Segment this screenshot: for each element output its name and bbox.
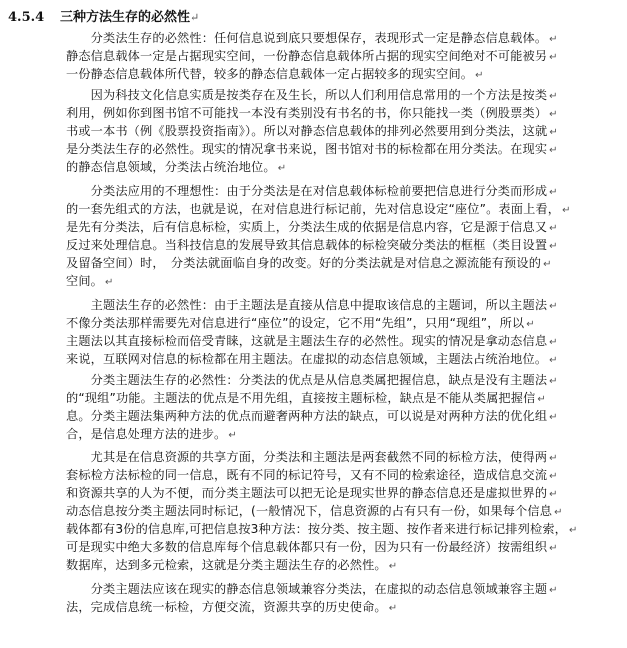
paragraph-mark-icon: ↵	[549, 376, 558, 387]
paragraph-mark-icon: ↵	[549, 471, 558, 482]
paragraph-mark-icon: ↵	[190, 11, 200, 24]
text-line: 一份静态信息载体所代替，较多的静态信息载体一定占据较多的现实空间。 ↵	[66, 67, 484, 81]
text-line: 载体都有3份的信息库,可把信息按3种方法：按分类、按主题、按作者来进行标记排列检索， ↵	[66, 522, 578, 536]
paragraph-mark-icon: ↵	[549, 337, 558, 348]
paragraph-mark-icon: ↵	[549, 585, 558, 596]
paragraph-mark-icon: ↵	[526, 319, 535, 330]
paragraph-mark-icon: ↵	[537, 394, 546, 405]
text-line: 静态信息载体一定是占据现实空间，一份静态信息载体所占据的现实空间绝对不可能被另 ↵	[66, 49, 558, 63]
paragraph-mark-icon: ↵	[549, 223, 558, 234]
text-line: 利用，例如你到图书馆不可能找一本没有类别没有书名的书，你只能找一类（例股票类） ↵	[66, 106, 558, 120]
text-line: 主题法以其直接标检而倍受青睐，这就是主题法生存的必然性。现实的情况是拿动态信息 ↵	[66, 334, 558, 348]
text-line: 不像分类法那样需要先对信息进行“座位”的设定，它不用“先组”，只用“现组”，所以 ↵	[66, 316, 535, 330]
paragraph-mark-icon: ↵	[549, 301, 558, 312]
text-line: 和资源共享的人为不便，而分类主题法可以把无论是现实世界的静态信息还是虚拟世界的 ↵	[66, 486, 558, 500]
paragraph-mark-icon: ↵	[549, 145, 558, 156]
section-title: 三种方法生存的必然性	[60, 10, 191, 25]
text-line: 合，是信息处理方法的进步。 ↵	[66, 427, 237, 441]
paragraph-mark-icon: ↵	[549, 109, 558, 120]
paragraph-mark-icon: ↵	[549, 127, 558, 138]
text-line: 分类法生存的必然性：任何信息说到底只要想保存，表现形式一定是静态信息载体。 ↵	[66, 31, 558, 45]
text-line: 尤其是在信息资源的共享方面，分类法和主题法是两套截然不同的标检方法，使得两 ↵	[66, 450, 558, 464]
paragraph-mark-icon: ↵	[549, 412, 558, 423]
text-line: 反过来处理信息。当科技信息的发展导致其信息载体的标检突破分类法的框框（类目设置 ↵	[66, 238, 558, 252]
text-line: 书或一本书（例《股票投资指南》）。所以对静态信息载体的排列必然要用到分类法，这就 ↵	[66, 124, 558, 138]
paragraph-mark-icon: ↵	[549, 34, 558, 45]
text-line: 及留备空间）时， 分类法就面临自身的改变。好的分类法就是对信息之源流能有预设的 ↵	[66, 256, 552, 270]
text-line: 息。分类主题法集两种方法的优点而避奢两种方法的缺点，可以说是对两种方法的优化组 ↵	[66, 409, 558, 423]
text-line: 的一套先组式的方法，也就是说，在对信息进行标记前，先对信息设定“座位”。表面上看， ↵	[66, 202, 571, 216]
paragraph-mark-icon: ↵	[554, 507, 563, 518]
paragraph-mark-icon: ↵	[549, 241, 558, 252]
text-line: 是先有分类法，后有信息标检，实质上，分类法生成的依据是信息内容，它是源于信息又 ↵	[66, 220, 558, 234]
text-line: 数据库，达到多元检索，这就是分类主题法生存的必然性。 ↵	[66, 558, 398, 572]
text-line: 分类主题法应该在现实的静态信息领域兼容分类法，在虚拟的动态信息领域兼容主题 ↵	[66, 582, 558, 596]
text-line: 来说，互联网对信息的标检都在用主题法。在虚拟的动态信息领域，主题法占统治地位。 ↵	[66, 352, 558, 366]
text-line: 因为科技文化信息实质是按类存在及生长，所以人们利用信息常用的一个方法是按类 ↵	[66, 88, 558, 102]
paragraph-mark-icon: ↵	[475, 70, 484, 81]
text-line: 分类主题法生存的必然性：分类法的优点是从信息类属把握信息，缺点是没有主题法 ↵	[66, 373, 558, 387]
paragraph-mark-icon: ↵	[549, 355, 558, 366]
paragraph-mark-icon: ↵	[388, 561, 398, 572]
paragraph-mark-icon: ↵	[105, 277, 114, 288]
paragraph-mark-icon: ↵	[549, 543, 558, 554]
paragraph-mark-icon: ↵	[277, 163, 287, 174]
paragraph-mark-icon: ↵	[543, 259, 552, 270]
section-heading	[8, 9, 199, 27]
paragraph-mark-icon: ↵	[549, 489, 558, 500]
text-line: 套标检方法标检的同一信息，既有不同的标记符号，又有不同的检索途径，造成信息交流 ↵	[66, 468, 558, 482]
text-line: 的“现组”功能。主题法的优点是不用先组，直接按主题标检，缺点是不能从类属把握信 ↵	[66, 391, 546, 405]
paragraph-mark-icon: ↵	[549, 52, 558, 63]
text-line: 可是现实中绝大多数的信息库每个信息载体都只有一份，因为只有一份最经济）按需组织 ↵	[66, 540, 558, 554]
paragraph-mark-icon: ↵	[569, 525, 578, 536]
text-line: 法，完成信息统一标检，方便交流，资源共享的历史使命。 ↵	[66, 600, 398, 614]
text-line: 空间。 ↵	[66, 274, 114, 288]
text-line: 主题法生存的必然性：由于主题法是直接从信息中提取该信息的主题词，所以主题法 ↵	[66, 298, 558, 312]
text-line: 的静态信息领域，分类法占统治地位。 ↵	[66, 160, 287, 174]
paragraph-mark-icon: ↵	[549, 187, 558, 198]
paragraph-mark-icon: ↵	[549, 453, 558, 464]
paragraph-mark-icon: ↵	[228, 430, 237, 441]
text-line: 动态信息按分类主题法同时标记，(一般情况下，信息资源的占有只有一份，如果每个信息 ↵	[66, 504, 563, 518]
section-number: 4.5.4	[8, 10, 45, 25]
paragraph-mark-icon: ↵	[388, 603, 398, 614]
text-line: 分类法应用的不理想性：由于分类法是在对信息载体标检前要把信息进行分类而形成 ↵	[66, 184, 558, 198]
paragraph-mark-icon: ↵	[562, 205, 571, 216]
paragraph-mark-icon: ↵	[549, 91, 558, 102]
text-line: 是分类法生存的必然性。现实的情况拿书来说，图书馆对书的标检都在用分类法。在现实 ↵	[66, 142, 558, 156]
